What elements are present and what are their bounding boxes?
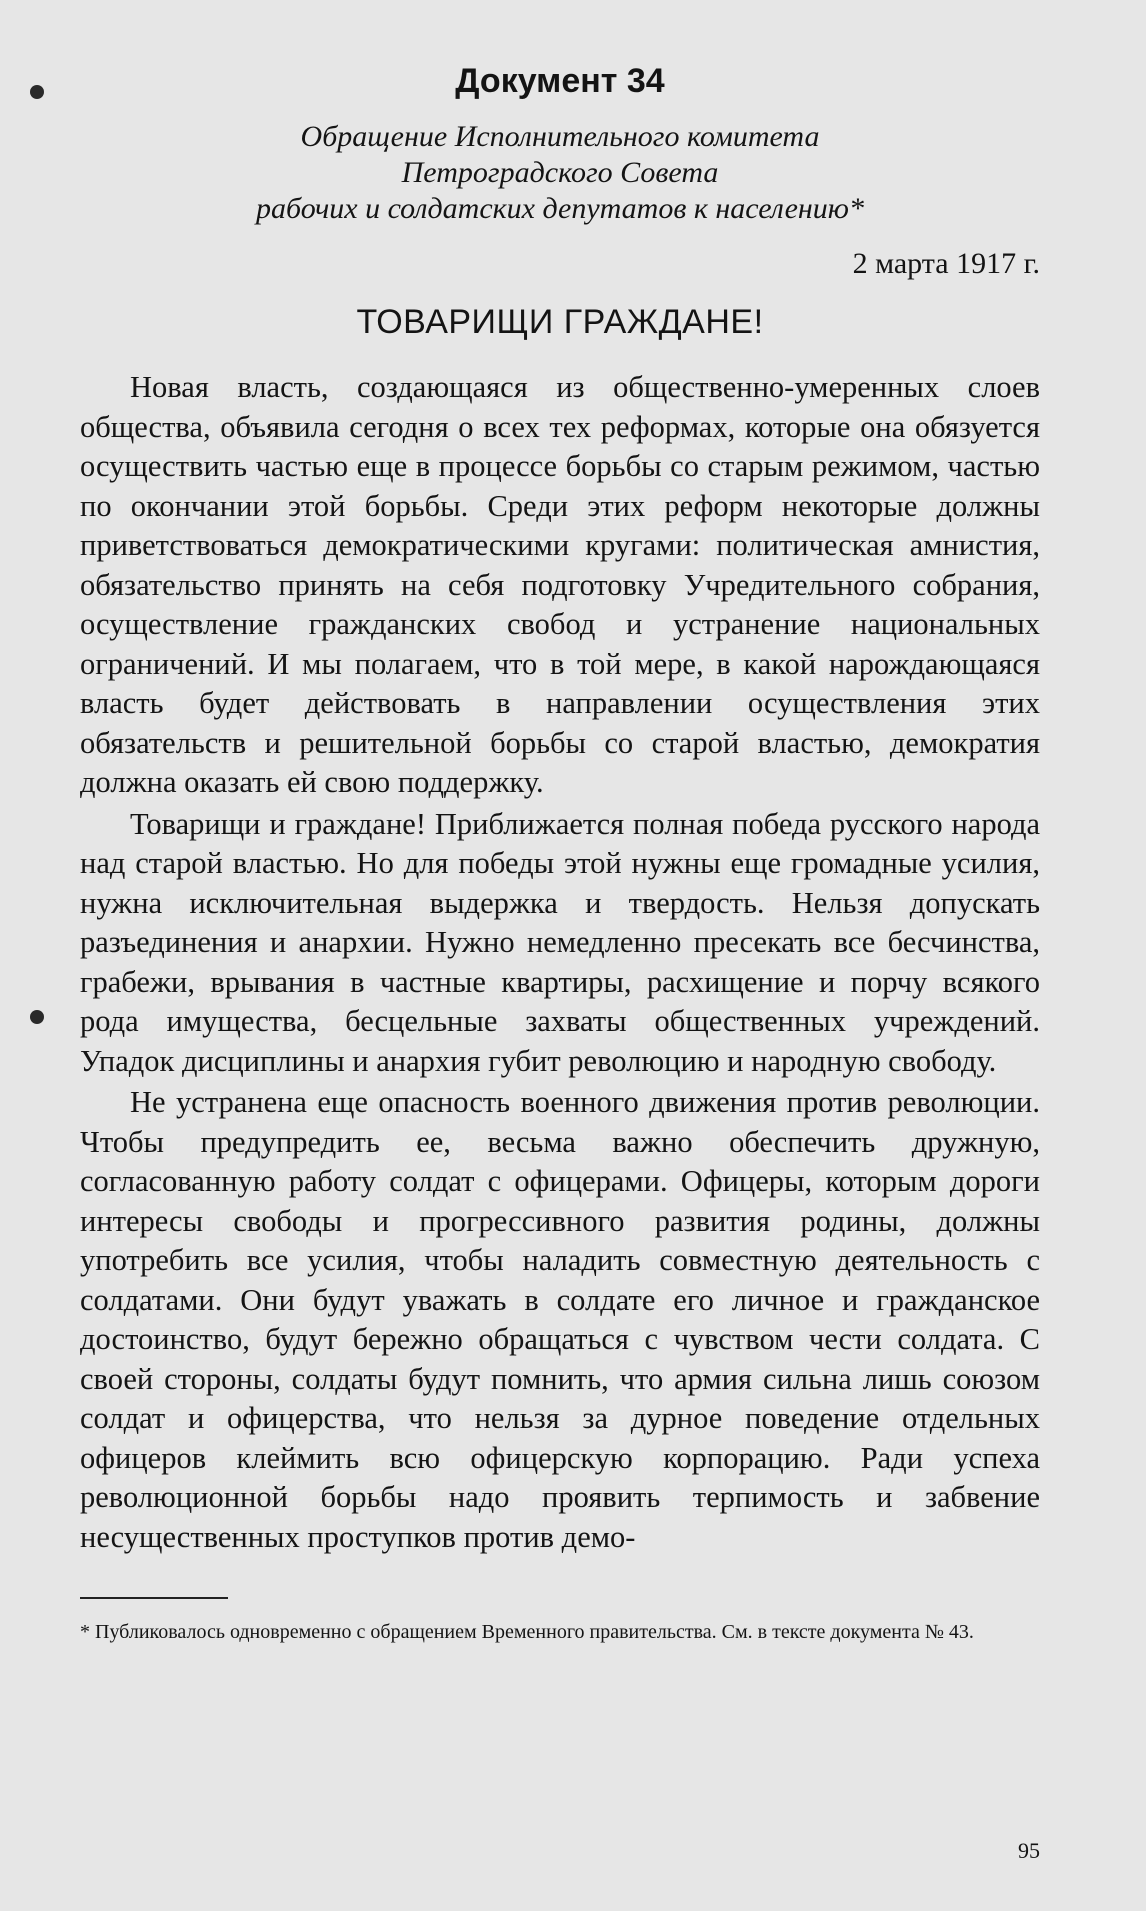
body-paragraph-3: Не устранена еще опасность военного движения против революции. Чтобы предупредить ее, весьма важно обеспечить дружную, согласованную работу солдат с офицерами. Офицеры, которым дороги интересы свободы и прогрессивного развития родины, должны употребить все усилия, чтобы наладить совместную деятельность с солдатами. Они будут уважать в солдате его личное и гражданское достоинство, будут бережно обращаться с чувством чести солдата. С своей стороны, солдаты будут помнить, что армия сильна лишь союзом солдат и офицерства, что нельзя за дурное поведение отдельных офицеров клеймить всю офицерскую корпорацию. Ради успеха революционной борьбы надо проявить терпимость и забвение несущественных проступков против демо- xyxy=(80,1085,1040,1554)
document-content xyxy=(80,62,1040,1647)
document-subtitle xyxy=(80,119,1040,227)
binding-hole-middle xyxy=(30,1010,44,1024)
binding-hole-top xyxy=(30,85,44,99)
subtitle-line-3: рабочих и солдатских депутатов к населению* xyxy=(256,192,864,225)
document-date: 2 марта 1917 г. xyxy=(852,247,1040,280)
footnote-divider xyxy=(80,1597,228,1599)
document-number: Документ 34 xyxy=(455,62,665,100)
page-number: 95 xyxy=(1018,1838,1040,1863)
subtitle-line-2: Петроградского Совета xyxy=(401,156,719,189)
document-body xyxy=(80,368,1040,1557)
subtitle-line-1: Обращение Исполнительного комитета xyxy=(300,120,820,153)
document-heading: ТОВАРИЩИ ГРАЖДАНЕ! xyxy=(356,303,764,341)
body-paragraph-2: Товарищи и граждане! Приближается полная победа русского народа над старой властью. Но для победы этой нужны еще громадные усилия, нужна исключительная выдержка и твердость. Нельзя допускать разъединения и анархии. Нужно немедленно пресекать все бесчинства, грабежи, врывания в частные квартиры, расхищение и порчу всякого рода имущества, бесцельные захваты общественных учреждений. Упадок дисциплины и анархия губит революцию и народную свободу. xyxy=(80,806,1040,1078)
body-paragraph-1: Новая власть, создающаяся из общественно-умеренных слоев общества, объявила сегодня о всех тех реформах, которые она обязуется осуществить частью еще в процессе борьбы со старым режимом, частью по окончании этой борьбы. Среди этих реформ некоторые должны приветствоваться демократическими кругами: политическая амнистия, обязательство принять на себя подготовку Учредительного собрания, осуществление гражданских свобод и устранение национальных ограничений. И мы полагаем, что в той мере, в какой нарождающаяся власть будет действовать в направлении осуществления этих обязательств и решительной борьбы со старой властью, демократия должна оказать ей свою поддержку. xyxy=(80,370,1040,799)
footnote: * Публиковалось одновременно с обращением Временного правительства. См. в тексте документа № 43. xyxy=(80,1621,974,1643)
